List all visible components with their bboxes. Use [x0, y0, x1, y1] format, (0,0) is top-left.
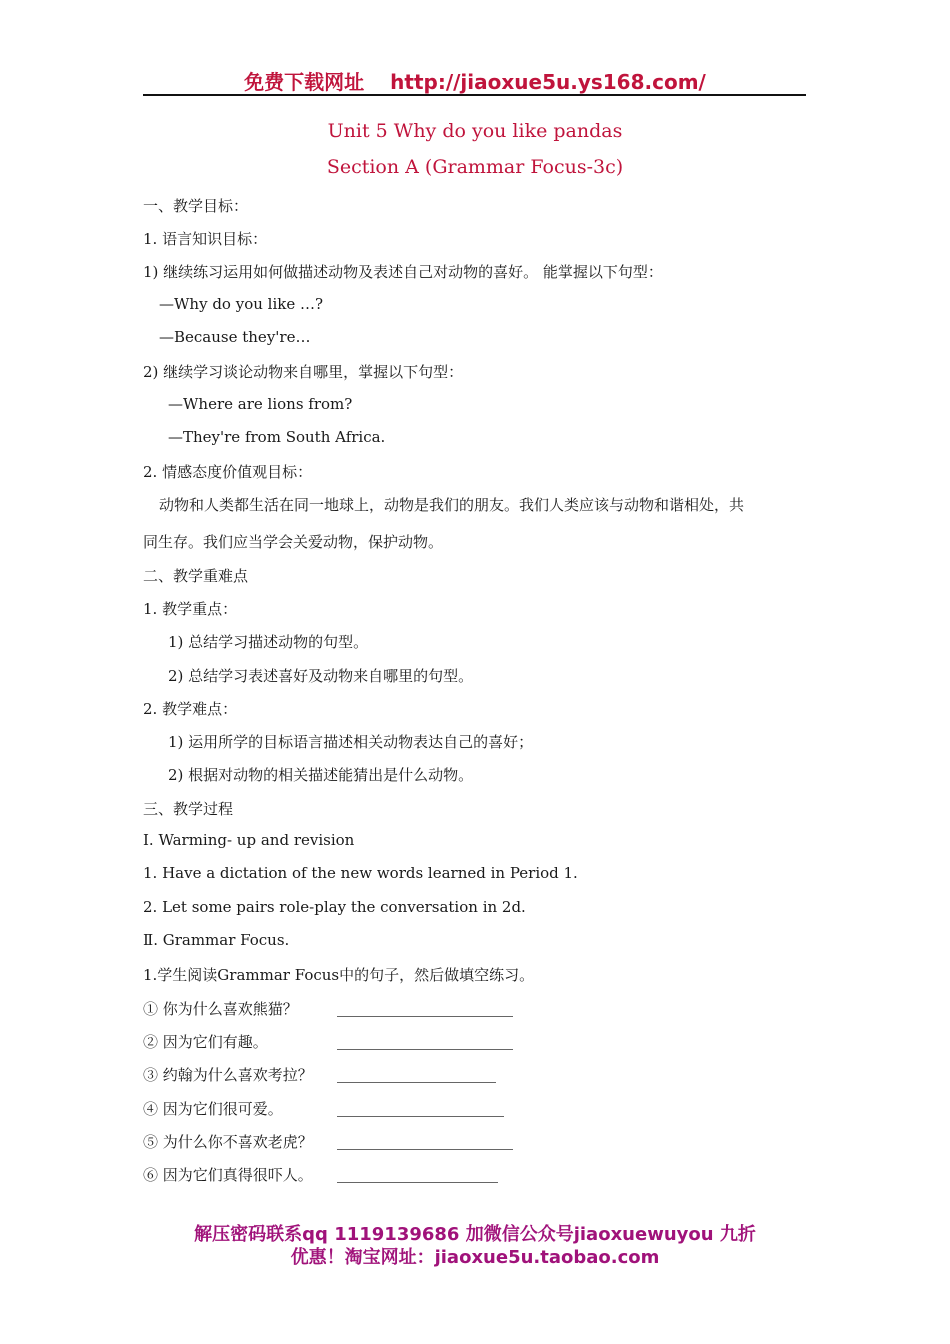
answer-blank[interactable]	[337, 1035, 513, 1050]
exercise-prompt: ③ 约翰为什么喜欢考拉？	[143, 1066, 313, 1084]
footer-contact: 解压密码联系qq 1119139686 加微信公众号jiaoxuewuyou 九折	[194, 1224, 756, 1245]
goal-item-2: 2) 继续学习谈论动物来自哪里，掌握以下句型：	[143, 363, 464, 381]
sentence-pattern: —They're from South Africa.	[168, 428, 386, 446]
goal-item-1: 1) 继续练习运用如何做描述动物及表述自己对动物的喜好。 能掌握以下句型：	[143, 263, 663, 281]
site-label: 免费下载网址	[244, 70, 365, 94]
exercise-prompt: ⑥ 因为它们真得很吓人。	[143, 1166, 313, 1184]
subheading-emotional-goals: 2. 情感态度价值观目标：	[143, 463, 313, 481]
exercise-prompt: ④ 因为它们很可爱。	[143, 1100, 283, 1118]
exercise-prompt: ① 你为什么喜欢熊猫？	[143, 1000, 298, 1018]
exercise-prompt: ⑤ 为什么你不喜欢老虎？	[143, 1133, 313, 1151]
site-url-link[interactable]: http://jiaoxue5u.ys168.com/	[390, 70, 706, 94]
step-item: 2. Let some pairs role-play the conversation in 2d.	[143, 898, 526, 916]
exercise-prompt: ② 因为它们有趣。	[143, 1033, 268, 1051]
answer-blank[interactable]	[337, 1168, 498, 1183]
section-title: Section A (Grammar Focus-3c)	[326, 156, 624, 178]
sentence-pattern: —Because they're…	[159, 328, 311, 346]
exercise-item-5	[143, 1131, 313, 1152]
unit-title: Unit 5 Why do you like pandas	[327, 120, 623, 142]
site-header	[0, 66, 950, 95]
key-point-item: 2) 总结学习表述喜好及动物来自哪里的句型。	[168, 667, 474, 685]
step-grammar-focus: Ⅱ. Grammar Focus.	[143, 931, 290, 949]
exercise-item-6	[143, 1164, 313, 1185]
subheading-language-goals: 1. 语言知识目标：	[143, 230, 268, 248]
header-divider	[143, 94, 806, 96]
heading-key-points: 二、教学重难点	[143, 567, 249, 585]
exercise-item-4	[143, 1098, 283, 1119]
key-point-item: 1) 总结学习描述动物的句型。	[168, 633, 369, 651]
answer-blank[interactable]	[337, 1135, 513, 1150]
heading-objectives: 一、教学目标：	[143, 197, 249, 215]
answer-blank[interactable]	[337, 1002, 513, 1017]
answer-blank[interactable]	[337, 1068, 496, 1083]
sentence-pattern: —Why do you like …?	[159, 295, 324, 313]
footer-shop-link[interactable]: 优惠！淘宝网址：jiaoxue5u.taobao.com	[290, 1247, 660, 1268]
paragraph-line: 同生存。我们应当学会关爱动物，保护动物。	[143, 533, 444, 551]
exercise-item-3	[143, 1064, 313, 1085]
paragraph-line: 动物和人类都生活在同一地球上，动物是我们的朋友。我们人类应该与动物和谐相处，共	[159, 496, 745, 514]
difficulty-item: 2) 根据对动物的相关描述能猜出是什么动物。	[168, 766, 474, 784]
step-warming-up: Ⅰ. Warming- up and revision	[143, 831, 355, 849]
exercise-item-2	[143, 1031, 268, 1052]
subheading-key-points: 1. 教学重点：	[143, 600, 238, 618]
exercise-item-1	[143, 998, 298, 1019]
subheading-difficulties: 2. 教学难点：	[143, 700, 238, 718]
answer-blank[interactable]	[337, 1102, 504, 1117]
exercise-instruction: 1.学生阅读Grammar Focus中的句子，然后做填空练习。	[143, 966, 535, 984]
heading-teaching-process: 三、教学过程	[143, 800, 234, 818]
difficulty-item: 1) 运用所学的目标语言描述相关动物表达自己的喜好；	[168, 733, 534, 751]
sentence-pattern: —Where are lions from?	[168, 395, 353, 413]
step-item: 1. Have a dictation of the new words learned in Period 1.	[143, 864, 578, 882]
